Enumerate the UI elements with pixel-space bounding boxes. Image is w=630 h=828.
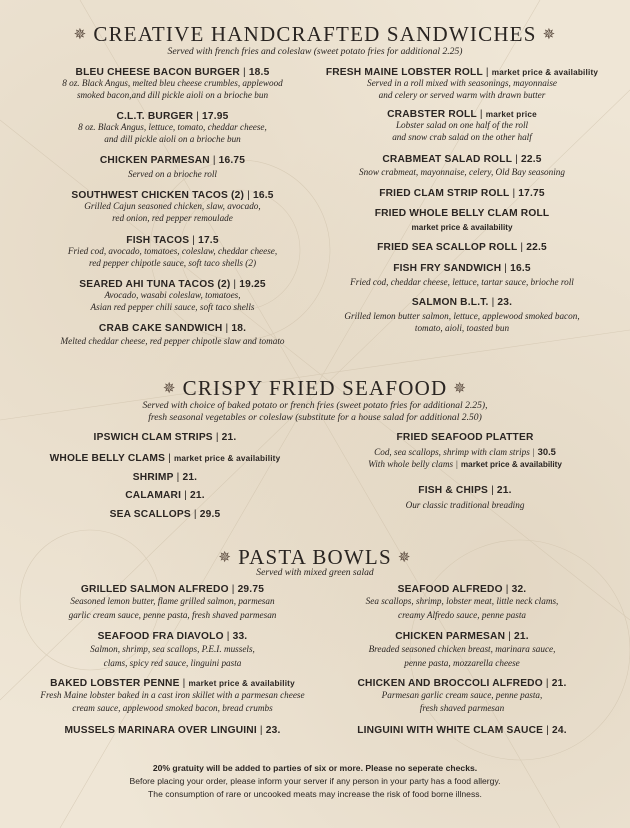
menu-item: GRILLED SALMON ALFREDO | 29.75 Seasoned lemon butter, flame grilled salmon, parmesan garlic cream sauce, penne pasta, fresh shaved parmesan xyxy=(68,584,277,620)
compass-ornament-icon: ✵ xyxy=(218,550,233,566)
menu-item: CRAB CAKE SANDWICH | 18. Melted cheddar cheese, red pepper chipotle slaw and tomato xyxy=(60,323,285,346)
menu-item: SEARED AHI TUNA TACOS (2) | 19.25 Avocado, wasabi coleslaw, tomatoes, Asian red pepper chili sauce, soft taco shells xyxy=(79,279,266,312)
food-warning: The consumption of rare or uncooked meats may increase the risk of food borne illness. xyxy=(148,789,482,799)
seafood-title: ✵ CRISPY FRIED SEAFOOD ✵ xyxy=(162,376,468,400)
seafood-platter: FRIED SEAFOOD PLATTER Cod, sea scallops, shrimp with clam strips | 30.5 With whole belly clams | market price & availability xyxy=(368,432,562,469)
menu-item: FISH FRY SANDWICH | 16.5 Fried cod, cheddar cheese, lettuce, tartar sauce, brioche roll xyxy=(350,263,574,287)
compass-ornament-icon: ✵ xyxy=(453,381,468,397)
menu-item: CHICKEN AND BROCCOLI ALFREDO | 21. Parmesan garlic cream sauce, penne pasta, fresh shaved parmesan xyxy=(357,678,567,713)
menu-item: IPSWICH CLAM STRIPS | 21. xyxy=(93,432,237,443)
pasta-subtitle: Served with mixed green salad xyxy=(256,567,374,578)
footer-notes xyxy=(0,762,630,801)
sandwiches-subtitle: Served with french fries and coleslaw (sweet potato fries for additional 2.25) xyxy=(167,46,463,57)
compass-ornament-icon: ✵ xyxy=(542,27,557,43)
menu-item: FRESH MAINE LOBSTER ROLL | market price & availability Served in a roll mixed with seasonings, mayonnaise and celery or served warm with drawn butter xyxy=(325,67,599,100)
menu-item: SALMON B.L.T. | 23. Grilled lemon butter salmon, lettuce, applewood smoked bacon, tomato, aioli, toasted bun xyxy=(344,297,580,333)
menu-item: FRIED CLAM STRIP ROLL | 17.75 xyxy=(379,188,545,199)
pasta-title: ✵ PASTA BOWLS ✵ xyxy=(218,545,412,569)
menu-item: SHRIMP | 21. xyxy=(132,472,198,483)
menu-item: BLEU CHEESE BACON BURGER | 18.5 8 oz. Black Angus, melted bleu cheese crumbles, applewood smoked bacon,and dill pickle aioli on a brioche bun xyxy=(62,67,283,100)
menu-item: MUSSELS MARINARA OVER LINGUINI | 23. xyxy=(64,725,281,736)
menu-item: FISH TACOS | 17.5 Fried cod, avocado, tomatoes, coleslaw, cheddar cheese, red pepper chipotle sauce, soft taco shells (2) xyxy=(67,235,278,268)
menu-item: SOUTHWEST CHICKEN TACOS (2) | 16.5 Grilled Cajun seasoned chicken, slaw, avocado, red onion, red pepper remoulade xyxy=(71,190,274,223)
compass-ornament-icon: ✵ xyxy=(73,27,88,43)
menu-item: CHICKEN PARMESAN | 21. Breaded seasoned chicken breast, marinara sauce, penne pasta, mozzarella cheese xyxy=(368,631,556,668)
menu-item: FRIED WHOLE BELLY CLAM ROLL market price & availability xyxy=(374,208,550,232)
menu-item: LINGUINI WITH WHITE CLAM SAUCE | 24. xyxy=(357,725,567,736)
compass-ornament-icon: ✵ xyxy=(397,550,412,566)
menu-item: WHOLE BELLY CLAMS | market price & availability xyxy=(49,453,281,464)
allergy-note: Before placing your order, please inform your server if any person in your party has a food allergy. xyxy=(129,776,501,786)
seafood-subtitle: Served with choice of baked potato or french fries (sweet potato fries for additional 2.25), fresh seasonal vegetables or coleslaw (substitute for a house salad for additional 2.50) xyxy=(142,400,488,423)
menu-item: SEAFOOD FRA DIAVOLO | 33. Salmon, shrimp, sea scallops, P.E.I. mussels, clams, spicy red sauce, linguini pasta xyxy=(90,631,255,668)
compass-ornament-icon: ✵ xyxy=(162,381,177,397)
gratuity-note: 20% gratuity will be added to parties of six or more. Please no seperate checks. xyxy=(152,763,478,773)
menu-item: FISH & CHIPS | 21. Our classic traditional breading xyxy=(405,485,525,510)
menu-item: BAKED LOBSTER PENNE | market price & availability Fresh Maine lobster baked in a cast iron skillet with a parmesan cheese cream sauce, applewood smoked bacon, bread crumbs xyxy=(40,678,305,713)
menu-item: CRABSTER ROLL | market price Lobster salad on one half of the roll and snow crab salad on the other half xyxy=(387,109,537,142)
menu-item: SEAFOOD ALFREDO | 32. Sea scallops, shrimp, lobster meat, little neck clams, creamy Alfredo sauce, penne pasta xyxy=(365,584,559,620)
menu-item: CALAMARI | 21. xyxy=(125,490,205,501)
menu-item: SEA SCALLOPS | 29.5 xyxy=(109,509,221,520)
menu-item: CRABMEAT SALAD ROLL | 22.5 Snow crabmeat, mayonnaise, celery, Old Bay seasoning xyxy=(359,154,565,177)
menu-item: CHICKEN PARMESAN | 16.75 Served on a brioche roll xyxy=(99,155,246,179)
menu-item: C.L.T. BURGER | 17.95 8 oz. Black Angus, lettuce, tomato, cheddar cheese, and dill pickle aioli on a brioche bun xyxy=(78,111,267,144)
sandwiches-title: ✵ CREATIVE HANDCRAFTED SANDWICHES ✵ xyxy=(73,22,557,46)
menu-item: FRIED SEA SCALLOP ROLL | 22.5 xyxy=(377,242,547,253)
